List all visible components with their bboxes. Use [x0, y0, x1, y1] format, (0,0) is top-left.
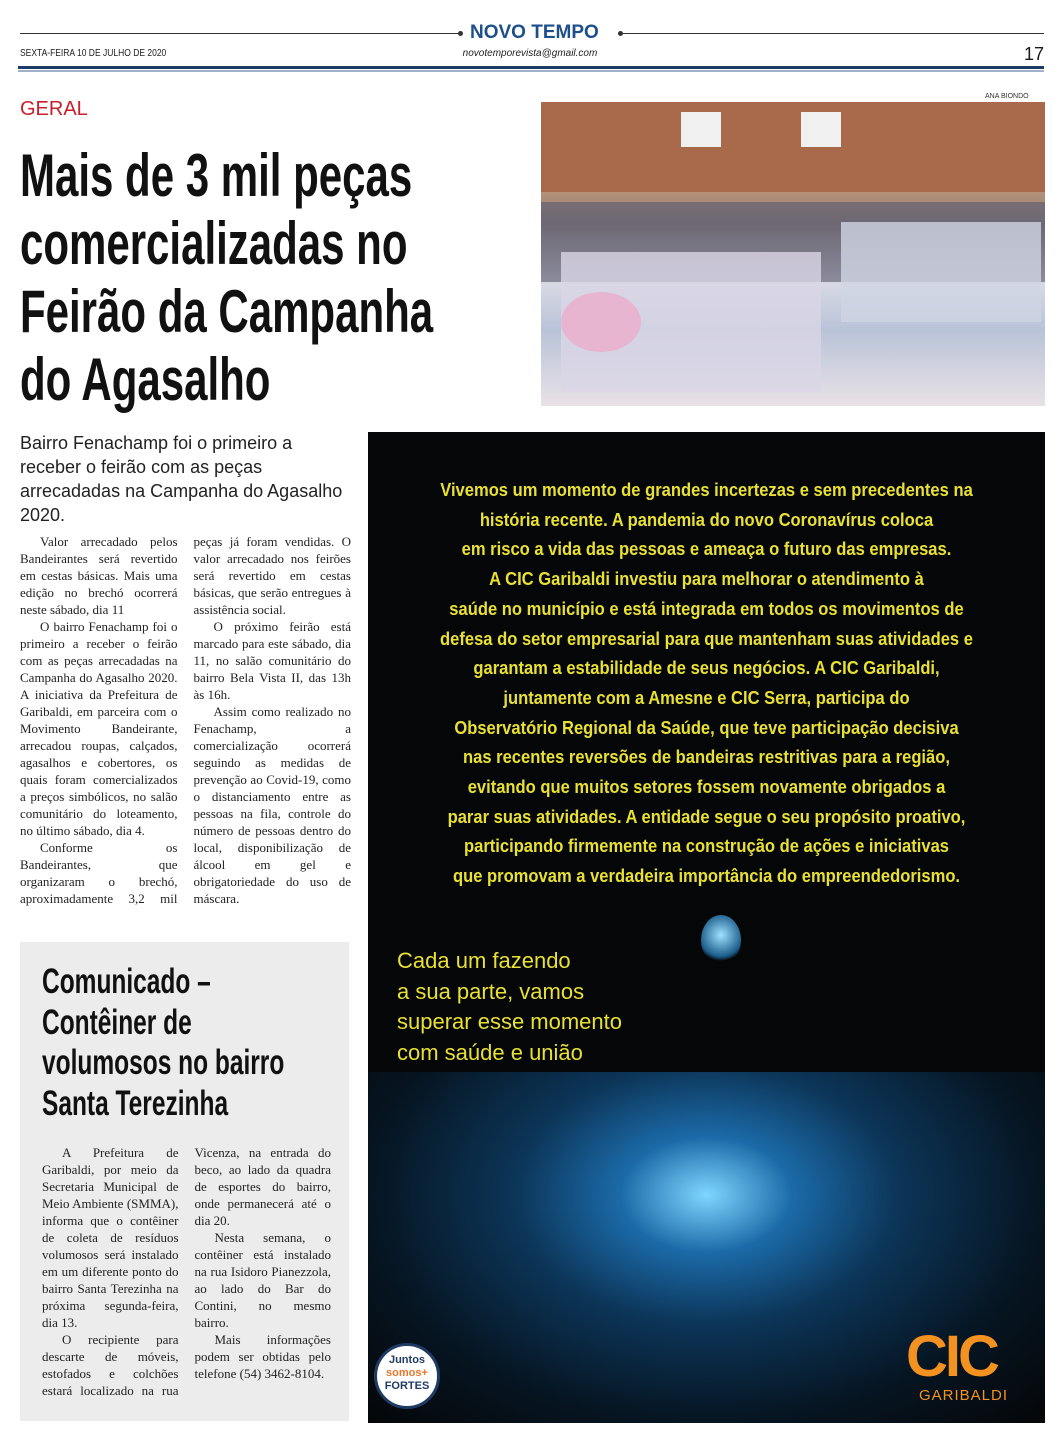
ad-line: que promovam a verdadeira importância do empreendedorismo.: [452, 866, 961, 887]
ad-line: em risco a vida das pessoas e ameaça o futuro das empresas.: [461, 539, 952, 560]
ad-line: evitando que muitos setores fossem novamente obrigados a: [467, 777, 946, 798]
ad-line: defesa do setor empresarial para que mantenham suas atividades e: [440, 628, 973, 649]
header-divider: [18, 66, 1044, 69]
article-headline: Mais de 3 mil peças comercializadas no Feirão da Campanha do Agasalho: [20, 142, 434, 413]
paragraph: Conforme os Bandeirantes, que organizaram o brechó, aproximadamente 3,2 mil peças já foram vendidas. O valor arrecadado nos feirões será revertido em cestas básicas, que serão entregues à assistência social.: [20, 534, 351, 906]
tagline-line: superar esse momento: [397, 1009, 622, 1034]
cic-advertisement: [368, 432, 1045, 1423]
tagline-line: com saúde e união: [397, 1039, 583, 1065]
ad-line: A CIC Garibaldi investiu para melhorar o atendimento à: [489, 569, 924, 590]
paragraph: A Prefeitura de Garibaldi, por meio da Secretaria Municipal de Meio Ambiente (SMMA), informa que o contêiner de coleta de resíduos volumosos será instalado em um diferente ponto do bairro Santa Terezinha na próxima segunda-feira, dia 13.: [42, 1145, 179, 1330]
paragraph: Valor arrecadado pelos Bandeirantes será revertido em cestas básicas. Mais uma edição no brechó ocorrerá neste sábado, dia 11: [20, 534, 178, 617]
header-divider-light: [18, 70, 1044, 72]
newspaper-name: NOVO TEMPO: [470, 22, 599, 43]
paragraph: Mais informações podem ser obtidas pelo telefone (54) 3462-8104.: [194, 1332, 331, 1381]
header-rule-left: [20, 33, 460, 34]
ad-line: juntamente com a Amesne e CIC Serra, participa do: [503, 687, 910, 708]
article-subhead: Bairro Fenachamp foi o primeiro a receber o feirão com as peças arrecadadas na Campanha do Agasalho 2020.: [20, 433, 343, 525]
ad-line: parar suas atividades. A entidade segue o seu propósito proativo,: [447, 806, 966, 827]
section-label: GERAL: [20, 98, 88, 120]
tagline-line: Cada um fazendo: [397, 948, 571, 973]
notice-body: [42, 1144, 331, 1399]
ad-tagline: [397, 946, 622, 1068]
photo-credit: ANA BIONDO: [985, 93, 1029, 100]
paragraph: O bairro Fenachamp foi o primeiro a receber o feirão com as peças arrecadadas na Campanha do Agasalho 2020. A iniciativa da Prefeitura de Garibaldi, em parceira com o Movimento Bandeirante, arrecadou roupas, calçados, agasalhos e cobertores, os quais foram comercializados a preços simbólicos, no salão comunitário do loteamento, no último sábado, dia 4.: [20, 619, 178, 838]
ad-line: nas recentes reversões de bandeiras restritivas para a região,: [463, 747, 950, 768]
water-drop-image: [701, 915, 741, 965]
ad-line: participando firmemente na construção de ações e iniciativas: [463, 836, 950, 857]
badge-text: FORTES: [384, 1380, 430, 1392]
ad-line: saúde no município e está integrada em todos os movimentos de: [449, 598, 964, 619]
ad-message: [395, 476, 1018, 892]
page-number: 17: [1023, 44, 1044, 64]
ad-line: garantam a estabilidade de seus negócios. A CIC Garibaldi,: [473, 658, 940, 679]
cic-logo-subtitle: GARIBALDI: [919, 1387, 1009, 1404]
paragraph: Nesta semana, o contêiner está instalado na rua Isidoro Pianezzola, ao lado do Bar do Contini, no mesmo bairro.: [194, 1230, 331, 1330]
clothing-fair-photo: [541, 102, 1045, 406]
header-dot: [458, 31, 463, 36]
contact-email: novotemporevista@gmail.com: [462, 48, 598, 59]
paragraph: O recipiente para descarte de móveis, estofados e colchões estará localizado na rua Vicenza, na entrada do beco, ao lado da quadra de esportes do bairro, onde permanecerá até o dia 20.: [42, 1145, 331, 1398]
juntos-somos-fortes-badge: [374, 1343, 440, 1409]
notice-headline: Comunicado – Contêiner de volumosos no bairro Santa Terezinha: [42, 962, 285, 1123]
header-rule-right: [622, 33, 1044, 34]
ad-line: Vivemos um momento de grandes incertezas e sem precedentes na: [440, 480, 973, 500]
ad-line: história recente. A pandemia do novo Coronavírus coloca: [479, 509, 934, 530]
paragraph: Assim como realizado no Fenachamp, a comercialização ocorrerá seguindo as medidas de prevenção ao Covid-19, como o distanciamento entre as pessoas na fila, controle do número de pessoas dentro do local, disponibilização de álcool em gel e obrigatoriedade do uso de máscara.: [193, 704, 351, 906]
issue-date: SEXTA-FEIRA 10 DE JULHO DE 2020: [20, 48, 167, 59]
article-body: [20, 533, 351, 907]
article-photo: [541, 102, 1045, 406]
cic-logo: CIC: [906, 1324, 997, 1389]
badge-text: somos+: [386, 1367, 428, 1379]
badge-text: Juntos: [388, 1354, 426, 1366]
ad-line: Observatório Regional da Saúde, que teve participação decisiva: [454, 717, 959, 738]
paragraph: O próximo feirão está marcado para este sábado, dia 11, no salão comunitário do bairro Bela Vista II, das 13h às 16h.: [193, 619, 351, 702]
tagline-line: a sua parte, vamos: [397, 978, 585, 1004]
